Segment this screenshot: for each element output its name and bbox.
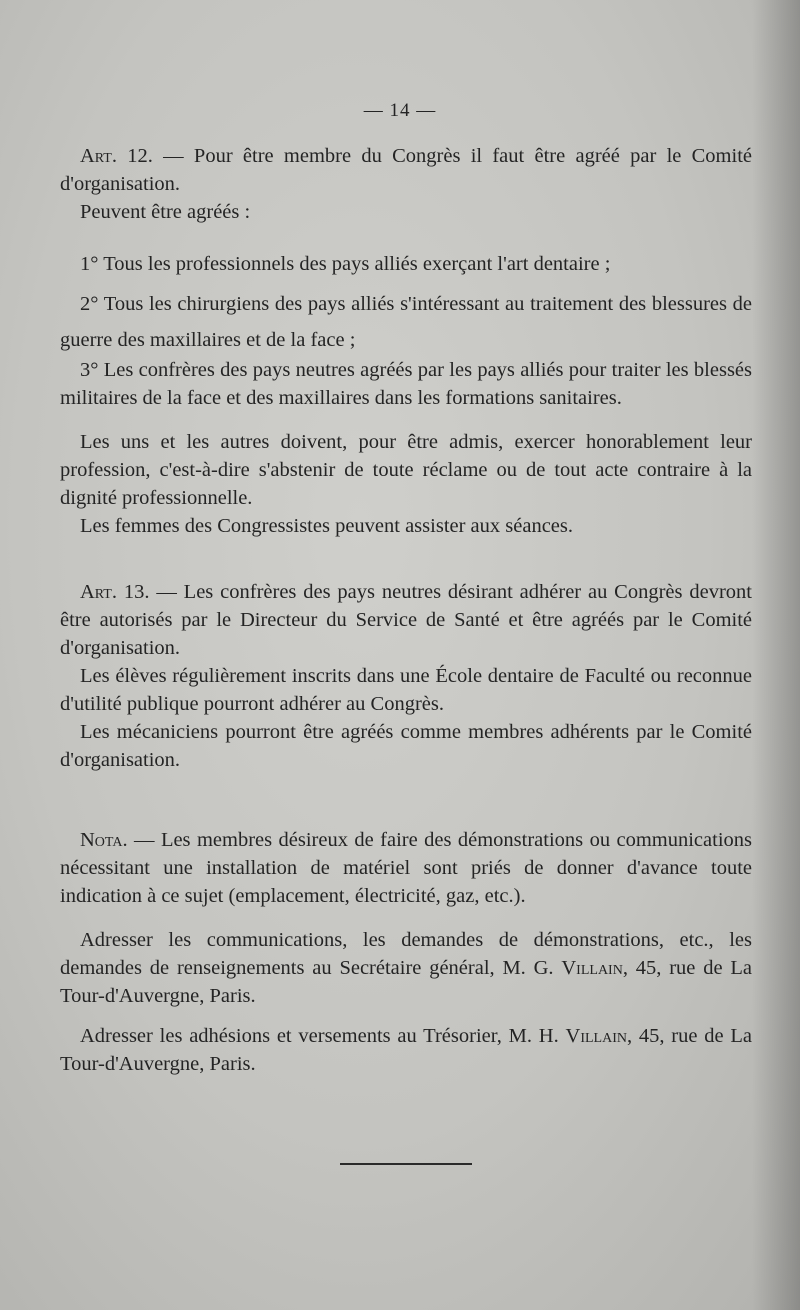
nota-heading: Nota. xyxy=(80,829,128,851)
treasurer-address xyxy=(60,1022,752,1078)
eligibility-item-3 xyxy=(60,356,752,412)
article-12-intro: Peuvent être agréés : xyxy=(80,201,251,223)
nota-paragraph xyxy=(60,826,752,910)
secretary-name: Villain xyxy=(561,957,623,979)
treasurer-name: Villain xyxy=(565,1025,627,1047)
eligibility-item-2 xyxy=(60,286,752,358)
conduct-paragraph: Les uns et les autres doivent, pour être admis, exercer honorablement leur profession, c'est-à-dire s'abstenir de toute réclame ou de tout acte contraire à la dignité professionnelle. xyxy=(60,431,752,509)
eligibility-item-2-text: 2° Tous les chirurgiens des pays alliés s'intéressant au traitement des blessures de guerre des maxillaires et de la face ; xyxy=(60,293,752,351)
article-13 xyxy=(60,578,752,774)
treasurer-address-paragraph xyxy=(60,1022,752,1078)
article-12-statement xyxy=(60,142,752,198)
article-13-text: — Les confrères des pays neutres désirant adhérer au Congrès devront être autorisés par le Directeur du Service de Santé et être agréés par le Comité d'organisation. xyxy=(60,581,752,659)
closing-rule xyxy=(340,1163,472,1165)
article-13-heading: Art. 13. xyxy=(80,581,150,603)
secretary-address xyxy=(60,926,752,1010)
article-12 xyxy=(60,142,752,226)
treasurer-address-after: , 45, rue de La Tour-d'Auvergne, Paris. xyxy=(60,1025,752,1075)
students-paragraph: Les élèves régulièrement inscrits dans une École dentaire de Faculté ou reconnue d'utilité publique pourront adhérer au Congrès. xyxy=(60,665,752,715)
eligibility-item-1-text: 1° Tous les professionnels des pays alliés exerçant l'art dentaire ; xyxy=(80,253,611,275)
eligibility-item-3-text: 3° Les confrères des pays neutres agréés par les pays alliés pour traiter les blessés militaires de la face et des maxillaires dans les formations sanitaires. xyxy=(60,359,752,409)
page-edge-shadow xyxy=(752,0,800,1310)
article-12-text: — Pour être membre du Congrès il faut être agréé par le Comité d'organisation. xyxy=(60,145,752,195)
page-number: — 14 — xyxy=(363,100,437,121)
article-13-statement xyxy=(60,578,752,662)
spouses-paragraph: Les femmes des Congressistes peuvent assister aux séances. xyxy=(80,515,574,537)
secretary-address-before: Adresser les communications, les demandes de démonstrations, etc., les demandes de renseignements au Secrétaire général, M. G. xyxy=(60,929,752,979)
conduct-section xyxy=(60,428,752,540)
secretary-address-after: , 45, rue de La Tour-d'Auvergne, Paris. xyxy=(60,957,752,1007)
nota-section xyxy=(60,826,752,910)
mechanics-paragraph: Les mécaniciens pourront être agréés comme membres adhérents par le Comité d'organisation. xyxy=(60,721,752,771)
nota-text: — Les membres désireux de faire des démonstrations ou communications nécessitant une installation de matériel sont priés de donner d'avance toute indication à ce sujet (emplacement, électricité, gaz, etc.). xyxy=(60,829,752,907)
secretary-address-paragraph xyxy=(60,926,752,1010)
treasurer-address-before: Adresser les adhésions et versements au Trésorier, M. H. xyxy=(80,1025,566,1047)
article-12-heading: Art. 12. xyxy=(80,145,153,167)
eligibility-item-1 xyxy=(60,250,752,278)
